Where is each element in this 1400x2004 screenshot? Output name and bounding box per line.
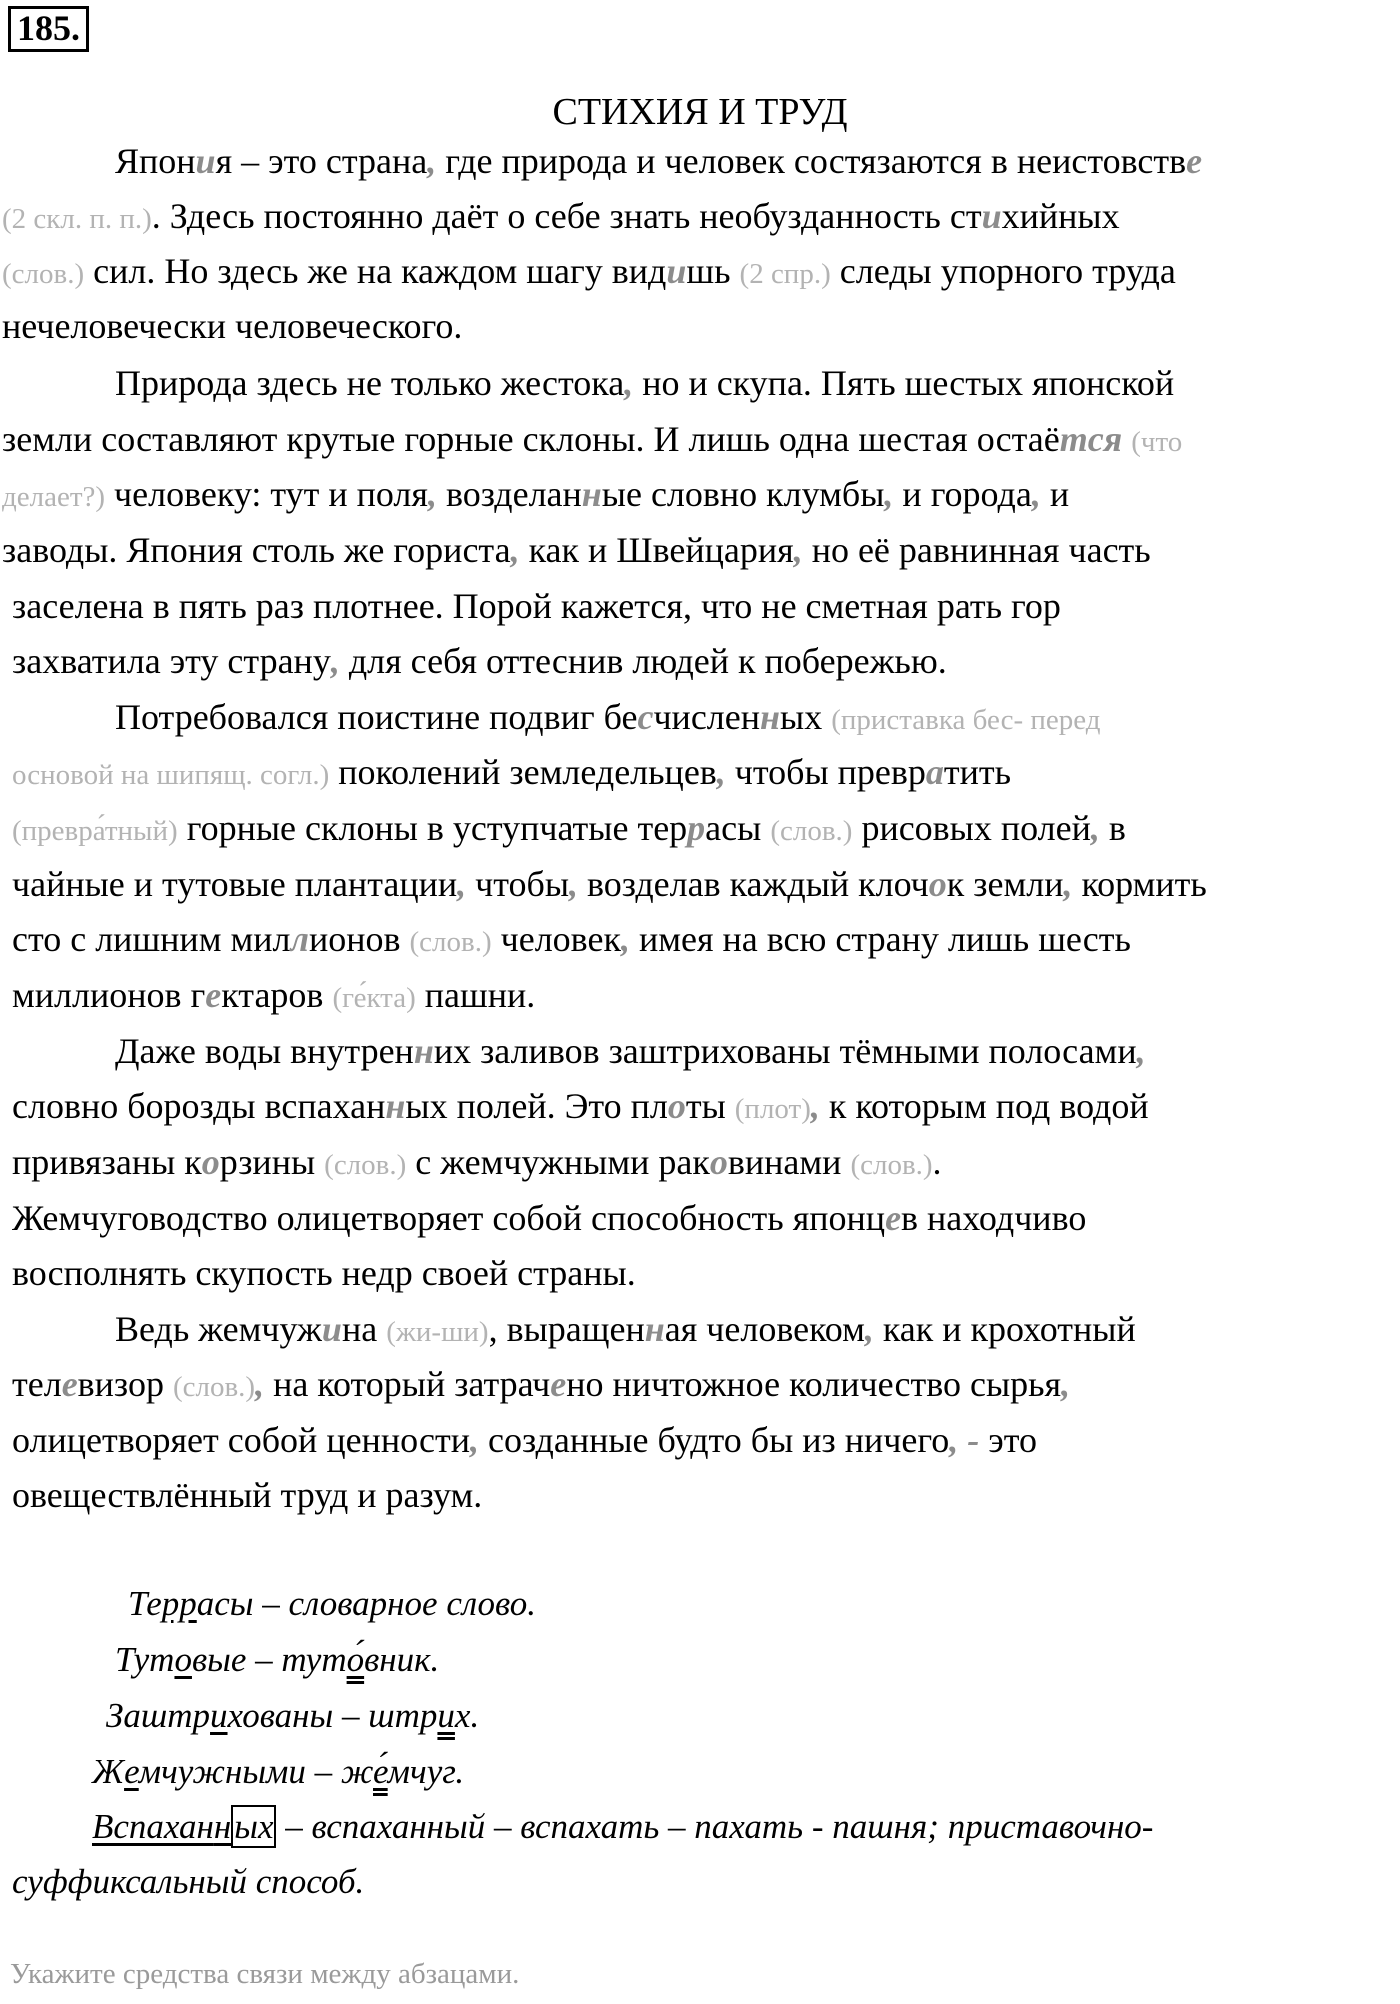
text-line: делает?) человеку: тут и поля, возделанные словно клумбы, и города, и: [2, 474, 1070, 514]
note-line: Тутовые – туто́вник.: [115, 1640, 440, 1679]
text-line: Ведь жемчужина (жи-ши), выращенная человеком, как и крохотный: [115, 1309, 1136, 1349]
word-prefix-root: Вспахан: [92, 1807, 214, 1846]
text-line: привязаны корзины (слов.) с жемчужными раковинами (слов.).: [12, 1142, 942, 1182]
grammar-hint: (слов.): [172, 1371, 256, 1403]
text-line: основой на шипящ. согл.) поколений земледельцев, чтобы превратить: [12, 752, 1012, 792]
grammar-hint: (слов.): [409, 926, 492, 958]
grammar-hint: основой на шипящ. согл.): [12, 759, 330, 791]
grammar-hint: (2 спр.): [739, 258, 831, 290]
text-line: земли составляют крутые горные склоны. И лишь одна шестая остаётся (что: [2, 419, 1183, 459]
text-line: захватила эту страну, для себя оттеснив людей к побережью.: [12, 641, 947, 681]
text-line: Природа здесь не только жестока, но и скупа. Пять шестых японской: [115, 363, 1175, 403]
text-line: чайные и тутовые плантации, чтобы, возделав каждый клочок земли, кормить: [12, 864, 1207, 904]
text-line: словно борозды вспаханных полей. Это плоты (плот), к которым под водой: [12, 1086, 1149, 1126]
grammar-hint: (слов.): [2, 258, 85, 290]
note-line: суффиксальный способ.: [12, 1862, 365, 1901]
highlighted-letter: и: [195, 141, 216, 181]
text-line: нечеловечески человеческого.: [2, 306, 463, 346]
note-line: Жемчужными – же́мчуг.: [92, 1752, 465, 1791]
text-line: олицетворяет собой ценности, созданные будто бы из ничего, - это: [12, 1420, 1037, 1460]
word-ending-box: ых: [231, 1805, 276, 1848]
exercise-number: 185.: [8, 6, 89, 52]
grammar-hint: (слов.): [850, 1149, 933, 1181]
grammar-hint: (слов.): [324, 1149, 407, 1181]
highlighted-dash: -: [958, 1420, 980, 1460]
underlined-letters: рр: [161, 1584, 197, 1623]
text-line: Потребовался поистине подвиг бесчисленных (приставка бес- перед: [115, 697, 1101, 737]
text-line: заселена в пять раз плотнее. Порой кажется, что не сметная рать гор: [12, 586, 1061, 626]
highlighted-letter: и: [981, 196, 1002, 236]
grammar-hint: (ге́кта): [332, 982, 416, 1014]
grammar-hint: (слов.): [770, 815, 853, 847]
note-line: Заштрихованы – штрих.: [106, 1696, 480, 1735]
text-line: сто с лишним миллионов (слов.) человек, имея на всю страну лишь шесть: [12, 919, 1131, 959]
grammar-hint: делает?): [2, 481, 106, 513]
text-line: овеществлённый труд и разум.: [12, 1475, 483, 1515]
note-line: Вспаханных – вспаханный – вспахать – пахать - пашня; приставочно-: [92, 1807, 1154, 1846]
highlighted-letter: и: [666, 251, 687, 291]
text-line: телевизор (слов.), на который затрачено ничтожное количество сырья,: [12, 1364, 1071, 1404]
text-line: Япония – это страна, где природа и человек состязаются в неистовстве: [115, 141, 1203, 181]
text-line: (2 скл. п. п.). Здесь постоянно даёт о себе знать необузданность стихийных: [2, 196, 1120, 236]
task-question: Укажите средства связи между абзацами.: [10, 1958, 520, 1990]
text-line: восполнять скупость недр своей страны.: [12, 1253, 636, 1293]
note-line: Террасы – словарное слово.: [128, 1584, 537, 1623]
grammar-hint: (приставка бес- перед: [831, 704, 1101, 736]
highlighted-letter: е: [1186, 141, 1203, 181]
text-line: (превра́тный) горные склоны в уступчатые террасы (слов.) рисовых полей, в: [12, 808, 1126, 848]
grammar-hint: (что: [1131, 426, 1183, 458]
highlighted-ending: тся: [1059, 419, 1123, 459]
text-line: заводы. Япония столь же гориста, как и Швейцария, но её равнинная часть: [2, 530, 1151, 570]
text-line: Жемчуговодство олицетворяет собой способность японцев находчиво: [12, 1198, 1087, 1238]
text-line: Даже воды внутренних заливов заштрихованы тёмными полосами,: [115, 1031, 1146, 1071]
grammar-hint: (2 скл. п. п.): [2, 203, 152, 235]
text-line: миллионов гектаров (ге́кта) пашни.: [12, 975, 536, 1015]
text-line: (слов.) сил. Но здесь же на каждом шагу видишь (2 спр.) следы упорного труда: [2, 251, 1176, 291]
text-title: СТИХИЯ И ТРУД: [552, 91, 848, 133]
grammar-hint: (превра́тный): [12, 815, 178, 847]
highlighted-comma: ,: [427, 141, 437, 181]
grammar-hint: (жи-ши): [386, 1316, 489, 1348]
grammar-hint: (плот): [734, 1093, 811, 1125]
